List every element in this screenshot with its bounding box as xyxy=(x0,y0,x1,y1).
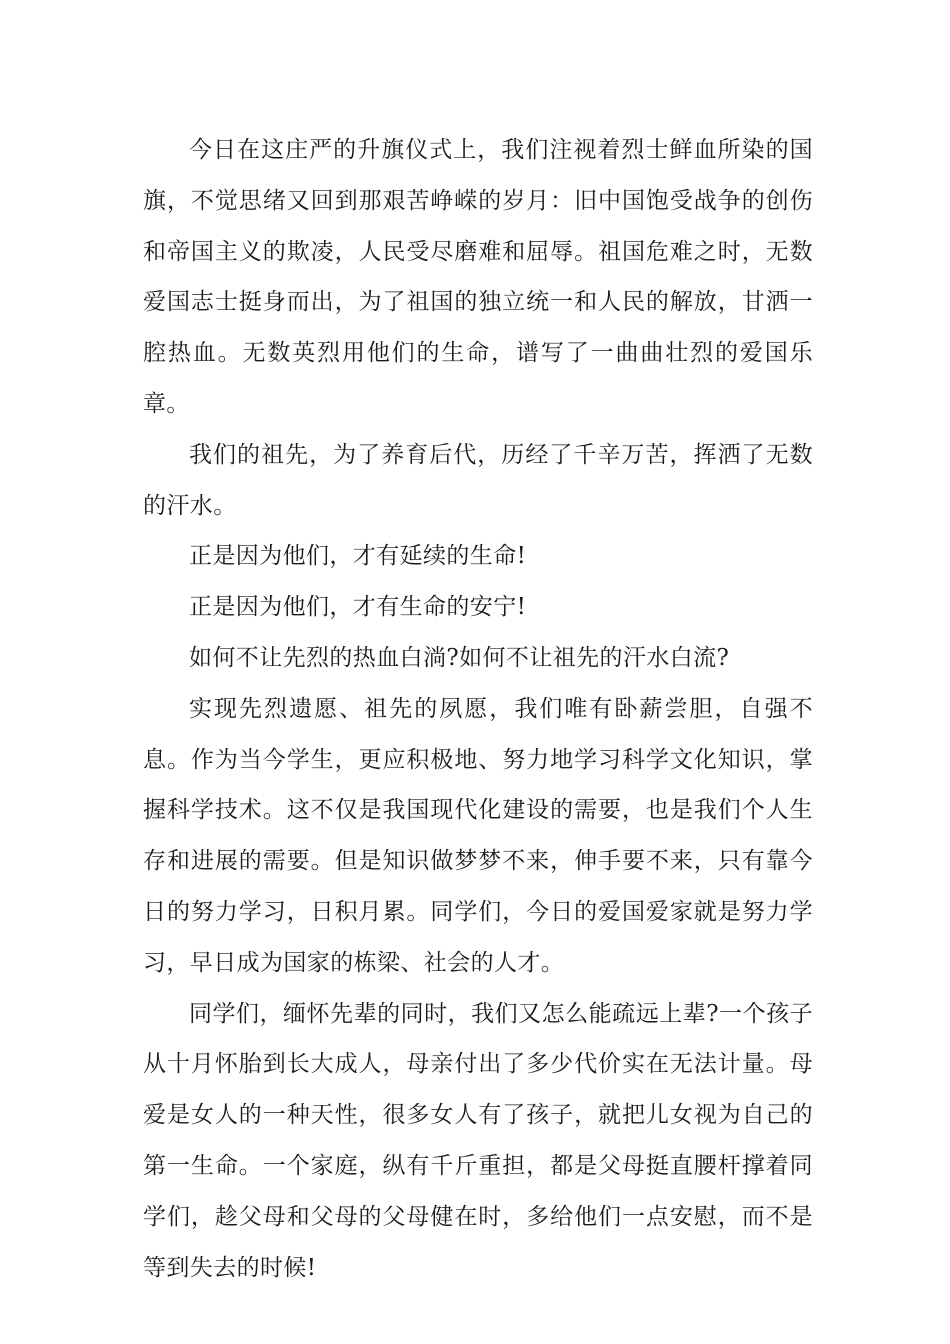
paragraph-1: 今日在这庄严的升旗仪式上，我们注视着烈士鲜血所染的国旗，不觉思绪又回到那艰苦峥嵘的岁月：旧中国饱受战争的创伤和帝国主义的欺凌，人民受尽磨难和屈辱。祖国危难之时，无数爱国志士挺身而出，为了祖国的独立统一和人民的解放，甘洒一腔热血。无数英烈用他们的生命，谱写了一曲曲壮烈的爱国乐章。 xyxy=(143,137,813,417)
paragraph-6: 实现先烈遗愿、祖先的夙愿，我们唯有卧薪尝胆，自强不息。作为当今学生，更应积极地、努力地学习科学文化知识，掌握科学技术。这不仅是我国现代化建设的需要，也是我们个人生存和进展的需要。但是知识做梦梦不来，伸手要不来，只有靠今日的努力学习，日积月累。同学们，今日的爱国爱家就是努力学习，早日成为国家的栋梁、社会的人才。 xyxy=(143,695,813,976)
paragraph-7: 同学们，缅怀先辈的同时，我们又怎么能疏远上辈?一个孩子从十月怀胎到长大成人，母亲付出了多少代价实在无法计量。母爱是女人的一种天性，很多女人有了孩子，就把儿女视为自己的第一生命。一个家庭，纵有千斤重担，都是父母挺直腰杆撑着同学们，趁父母和父母的父母健在时，多给他们一点安慰，而不是等到失去的时候! xyxy=(143,1000,813,1281)
paragraph-5: 如何不让先烈的热血白淌?如何不让祖先的汗水白流? xyxy=(189,644,730,671)
paragraph-4: 正是因为他们，才有生命的安宁! xyxy=(189,594,527,621)
document-body xyxy=(143,125,813,1293)
paragraph-2: 我们的祖先，为了养育后代，历经了千辛万苦，挥洒了无数的汗水。 xyxy=(143,441,813,519)
paragraph-3: 正是因为他们，才有延续的生命! xyxy=(189,543,527,570)
